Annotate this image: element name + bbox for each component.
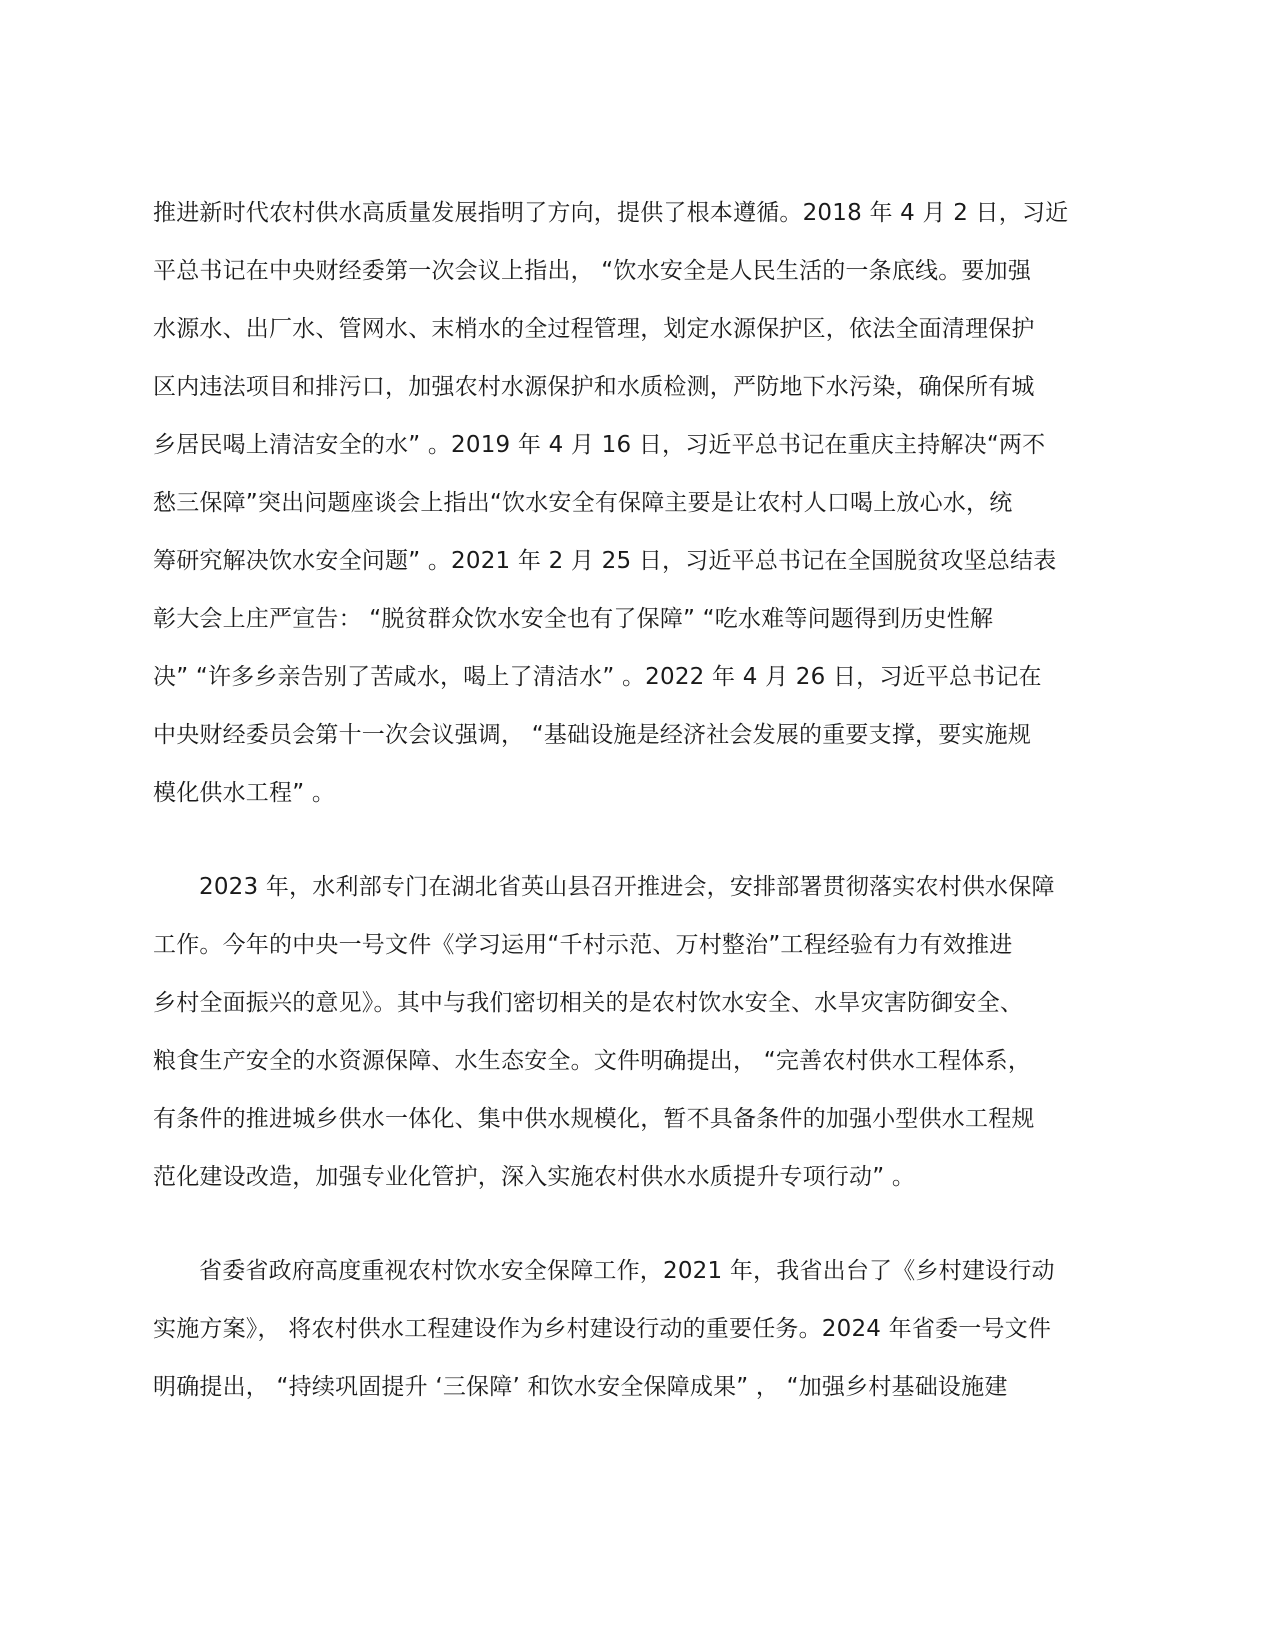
text-line: 模化供水工程” 。 <box>153 780 336 806</box>
document-body <box>153 184 1128 1416</box>
paragraph-3 <box>153 1242 1128 1416</box>
text-line: 水源水、出厂水、管网水、末梢水的全过程管理，划定水源保护区，依法全面清理保护 <box>153 316 1035 342</box>
text-line: 省委省政府高度重视农村饮水安全保障工作，2021 年，我省出台了《乡村建设行动 <box>199 1258 1055 1284</box>
text-line: 中央财经委员会第十一次会议强调， “基础设施是经济社会发展的重要支撑，要实施规 <box>153 722 1032 748</box>
text-line: 有条件的推进城乡供水一体化、集中供水规模化，暂不具备条件的加强小型供水工程规 <box>153 1106 1035 1132</box>
text-line: 平总书记在中央财经委第一次会议上指出， “饮水安全是人民生活的一条底线。要加强 <box>153 258 1032 284</box>
paragraph-2 <box>153 858 1128 1206</box>
text-line: 决” “许多乡亲告别了苦咸水，喝上了清洁水” 。2022 年 4 月 26 日，习近平总书记在 <box>153 664 1042 690</box>
text-line: 乡村全面振兴的意见》。其中与我们密切相关的是农村饮水安全、水旱灾害防御安全、 <box>153 990 1024 1016</box>
paragraph-spacing <box>153 822 1128 858</box>
text-line: 乡居民喝上清洁安全的水” 。2019 年 4 月 16 日，习近平总书记在重庆主持解决“两不 <box>153 432 1046 458</box>
text-line: 愁三保障”突出问题座谈会上指出“饮水安全有保障主要是让农村人口喝上放心水，统 <box>153 490 1013 516</box>
text-line: 2023 年，水利部专门在湖北省英山县召开推进会，安排部署贯彻落实农村供水保障 <box>199 874 1055 900</box>
text-line: 区内违法项目和排污口，加强农村水源保护和水质检测，严防地下水污染，确保所有城 <box>153 374 1035 400</box>
text-line: 实施方案》， 将农村供水工程建设作为乡村建设行动的重要任务。2024 年省委一号文件 <box>153 1316 1052 1342</box>
paragraph-1 <box>153 184 1128 822</box>
text-line: 范化建设改造，加强专业化管护，深入实施农村供水水质提升专项行动” 。 <box>153 1164 916 1190</box>
text-line: 筹研究解决饮水安全问题” 。2021 年 2 月 25 日，习近平总书记在全国脱贫攻坚总结表 <box>153 548 1057 574</box>
text-line: 推进新时代农村供水高质量发展指明了方向，提供了根本遵循。2018 年 4 月 2 日，习近 <box>153 200 1069 226</box>
text-line: 粮食生产安全的水资源保障、水生态安全。文件明确提出， “完善农村供水工程体系， <box>153 1048 1032 1074</box>
text-line: 彰大会上庄严宣告： “脱贫群众饮水安全也有了保障” “吃水难等问题得到历史性解 <box>153 606 994 632</box>
text-line: 工作。今年的中央一号文件《学习运用“千村示范、万村整治”工程经验有力有效推进 <box>153 932 1013 958</box>
text-line: 明确提出， “持续巩固提升 ‘三保障’ 和饮水安全保障成果” ， “加强乡村基础设施建 <box>153 1374 1008 1400</box>
paragraph-spacing <box>153 1206 1128 1242</box>
